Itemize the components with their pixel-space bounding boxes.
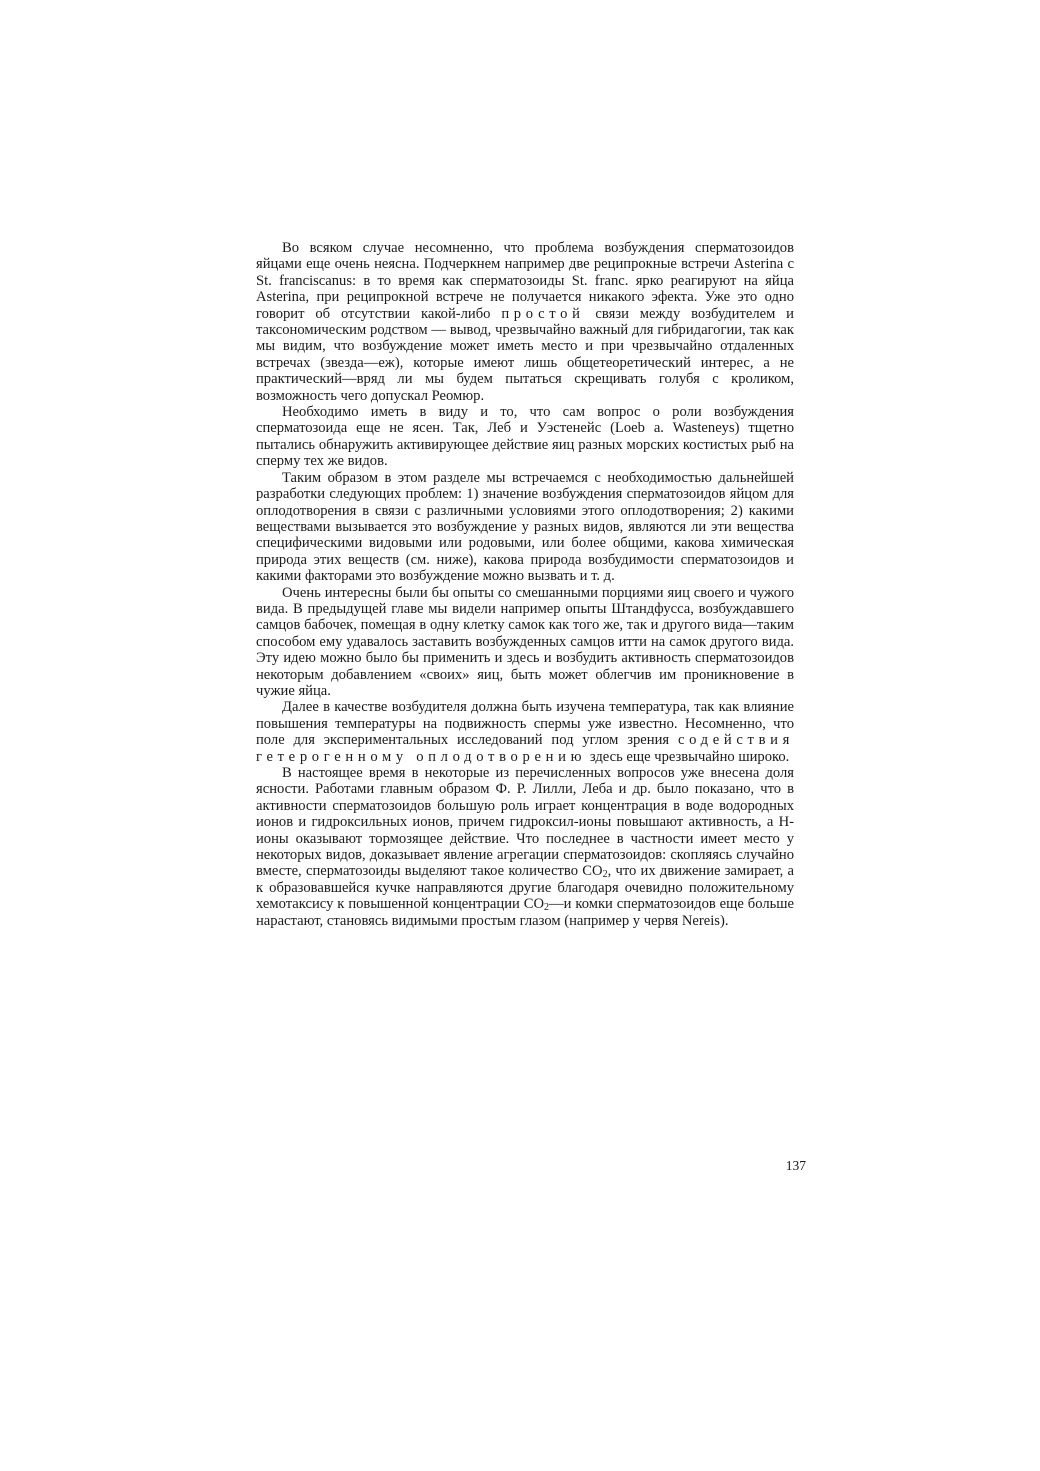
subscript-2-first: 2 bbox=[602, 869, 608, 881]
paragraph-5-text-a: Далее в качестве возбудителя должна быть изучена температура, так как влияние повышения температуры на подвижность спермы уже известно. Несомненно, что поле для экспериментальных исследований под углом зрения bbox=[256, 699, 794, 749]
paragraph-6-text-a: В настоящее время в некоторые из перечисленных вопросов уже внесена доля ясности. Работами главным образом Ф. Р. Лилли, Леба и др. было показано, что в активности сперматозоидов большую роль играет концентрация в воде водородных ионов и гидроксильных ионов, причем гидроксил-ионы повышают активность, а Н-ионы оказывают тормозящее действие. Что последнее в частности имеет место у некоторых видов, доказывает явление агрегации сперматозоидов: скопляясь случайно вместе, сперматозоиды выделяют такое количество CO bbox=[256, 765, 794, 880]
spaced-word-prostoy: простой bbox=[501, 305, 585, 322]
paragraph-3: Таким образом в этом разделе мы встречаемся с необходимостью дальнейшей разработки следующих проблем: 1) значение возбуждения сперматозоидов яйцом для оплодотворения в связи с различными условиями этого оплодотворения; 2) какими веществами вызывается это возбуждение у разных видов, являются ли эти вещества специфическими видовыми или родовыми, или более общими, какова химическая природа этих веществ (см. ниже), какова природа возбудимости сперматозоидов и какими факторами это возбуждение можно вызвать и т. д. bbox=[256, 469, 794, 585]
subscript-2-second: 2 bbox=[544, 902, 550, 914]
paragraph-5-text-b: здесь еще чрезвычайно широко. bbox=[586, 748, 790, 765]
paragraph-1-text-b: связи между возбудителем и таксономическим родством — вывод, чрезвычайно важный для гибридагогии, так как мы видим, что возбуждение может иметь место и при чрезвычайно отдаленных встречах (звезда—еж), которые имеют лишь общетеоретический интерес, а не практический—вряд ли мы будем пытаться скрещивать голубя с кроликом, возможность чего допускал Реомюр. bbox=[256, 305, 794, 404]
paragraph-4: Очень интересны были бы опыты со смешанными порциями яиц своего и чужого вида. В предыдущей главе мы видели например опыты Штандфусса, возбуждавшего самцов бабочек, помещая в одну клетку самок как того же, так и другого вида—таким способом ему удавалось заставить возбужденных самцов итти на самок другого вида. Эту идею можно было бы применить и здесь и возбудить активность сперматозоидов некоторым добавлением «своих» яиц, быть может облегчив им проникновение в чужие яйца. bbox=[256, 584, 794, 699]
spaced-phrase-sodeystviya: содействия гетерогенному оплодотворению bbox=[256, 732, 794, 765]
paragraph-6 bbox=[256, 765, 794, 929]
paragraph-6-text-c: —и комки сперматозоидов еще больше нарастают, становясь видимыми простым глазом (например у червя Nereis). bbox=[256, 896, 794, 929]
paragraph-1-text-a: Во всяком случае несомненно, что проблема возбуждения сперматозоидов яйцами еще очень неясна. Подчеркнем например две реципрокные встречи Asterina с St. franciscanus: в то время как сперматозоиды St. franc. ярко реагируют на яйца Asterina, при реципрокной встрече не получается никакого эфекта. Уже это одно говорит об отсутствии какой-либо bbox=[256, 240, 794, 322]
page-number: 137 bbox=[785, 1158, 806, 1173]
paragraph-6-text-b: , что их движение замирает, а к образовавшейся кучке направляются другие благодаря очевидно положительному хемотаксису к повышенной концентрации CO bbox=[256, 863, 794, 913]
paragraph-5 bbox=[256, 699, 794, 765]
paragraph-2: Необходимо иметь в виду и то, что сам вопрос о роли возбуждения сперматозоида еще не ясен. Так, Леб и Уэстенейс (Loeb a. Wasteneys) тщетно пытались обнаружить активирующее действие яиц разных морских костистых рыб на сперму тех же видов. bbox=[256, 404, 794, 470]
paragraph-1 bbox=[256, 240, 794, 404]
page-body bbox=[256, 240, 794, 929]
